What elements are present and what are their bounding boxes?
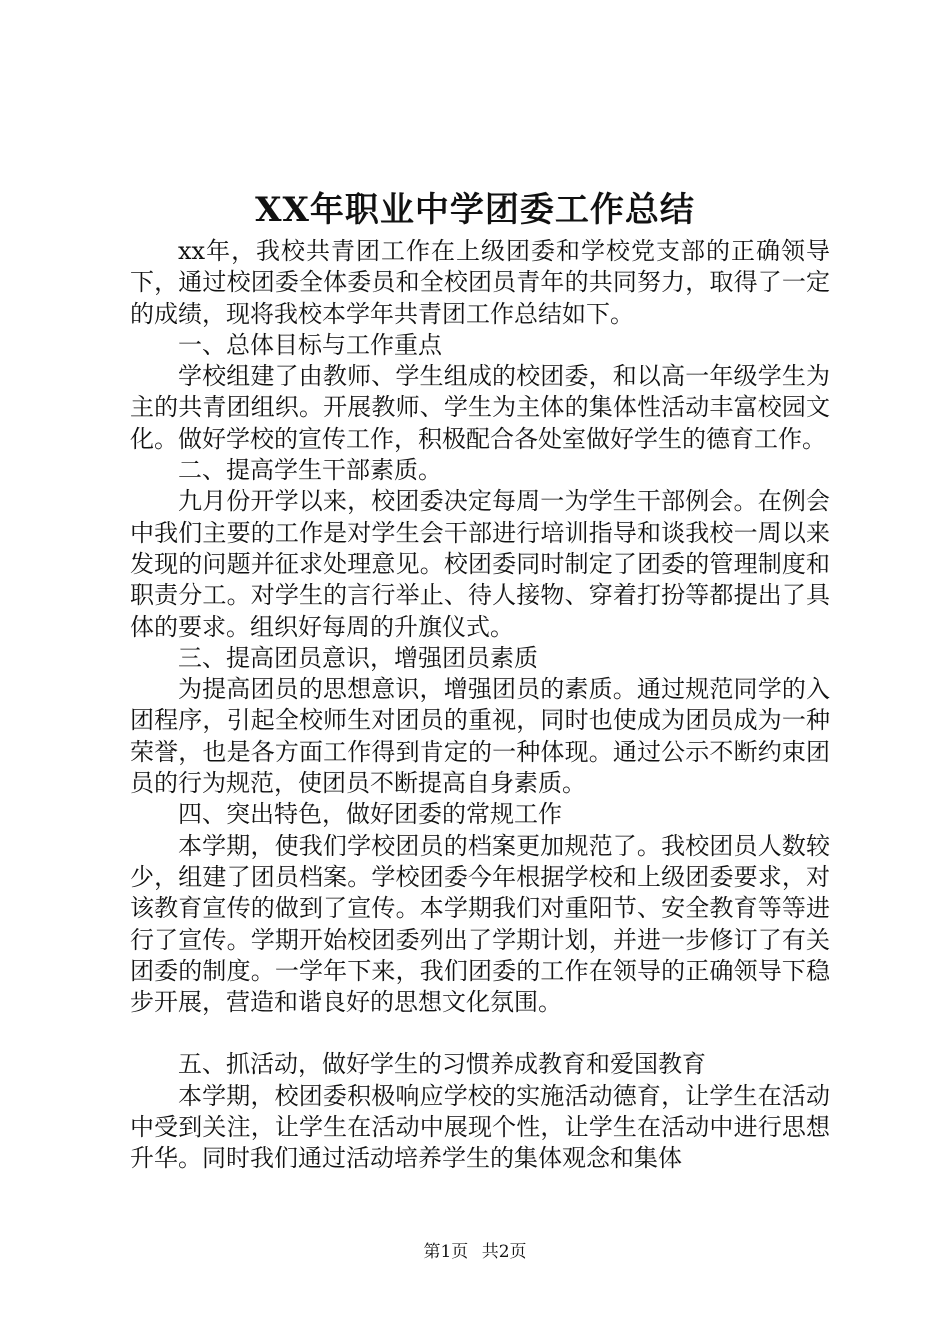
- document-body: [130, 236, 830, 1175]
- section-paragraph-1: 学校组建了由教师、学生组成的校团委，和以高一年级学生为主的共青团组织。开展教师、学生为主体的集体性活动丰富校园文化。做好学校的宣传工作，积极配合各处室做好学生的德育工作。: [130, 362, 830, 453]
- section-heading-3: 三、提高团员意识，增强团员素质: [178, 643, 538, 672]
- section-paragraph-4: 本学期，使我们学校团员的档案更加规范了。我校团员人数较少，组建了团员档案。学校团委今年根据学校和上级团委要求，对该教育宣传的做到了宣传。本学期我们对重阳节、安全教育等等进行了宣传。学期开始校团委列出了学期计划，并进一步修订了有关团委的制度。一学年下来，我们团委的工作在领导的正确领导下稳步开展，营造和谐良好的思想文化氛围。: [130, 831, 830, 1017]
- document-title: XX年职业中学团委工作总结: [255, 190, 695, 230]
- section-heading-1: 一、总体目标与工作重点: [178, 330, 442, 359]
- section-paragraph-5: 本学期，校团委积极响应学校的实施活动德育，让学生在活动中受到关注，让学生在活动中展现个性，让学生在活动中进行思想升华。同时我们通过活动培养学生的集体观念和集体: [130, 1081, 830, 1173]
- section-heading-2: 二、提高学生干部素质。: [178, 456, 442, 485]
- page-footer: [0, 1240, 950, 1264]
- page-number-total: 共2页: [481, 1242, 527, 1262]
- page-number-current: 第1页: [423, 1242, 469, 1262]
- section-paragraph-2: 九月份开学以来，校团委决定每周一为学生干部例会。在例会中我们主要的工作是对学生会干部进行培训指导和谈我校一周以来发现的问题并征求处理意见。校团委同时制定了团委的管理制度和职责分工。对学生的言行举止、待人接物、穿着打扮等都提出了具体的要求。组织好每周的升旗仪式。: [130, 487, 830, 641]
- paragraph-gap: [130, 1018, 830, 1049]
- section-heading-5: 五、抓活动，做好学生的习惯养成教育和爱国教育: [178, 1050, 706, 1079]
- intro-paragraph: xx年，我校共青团工作在上级团委和学校党支部的正确领导下，通过校团委全体委员和全校团员青年的共同努力，取得了一定的成绩，现将我校本学年共青团工作总结如下。: [130, 237, 830, 328]
- section-paragraph-3: 为提高团员的思想意识，增强团员的素质。通过规范同学的入团程序，引起全校师生对团员的重视，同时也使成为团员成为一种荣誉，也是各方面工作得到肯定的一种体现。通过公示不断约束团员的行为规范，使团员不断提高自身素质。: [130, 675, 830, 798]
- section-heading-4: 四、突出特色，做好团委的常规工作: [178, 800, 562, 829]
